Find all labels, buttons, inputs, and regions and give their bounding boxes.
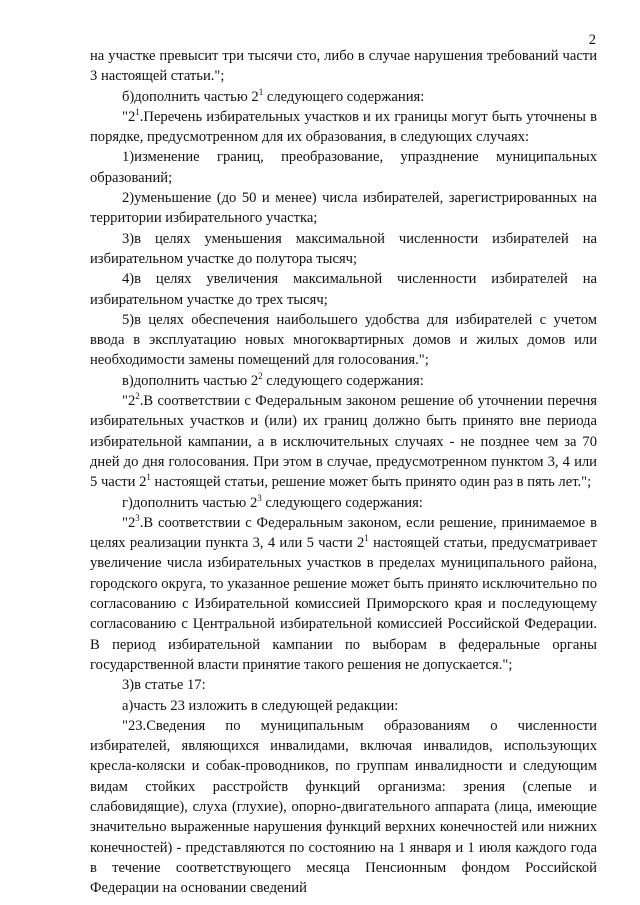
text-run: "2	[122, 514, 136, 531]
paragraph-12	[90, 513, 597, 675]
paragraph-7	[90, 269, 597, 310]
paragraph-8	[90, 310, 597, 371]
text-run: следующего содержания:	[262, 372, 424, 389]
text-run: на участке превысит три тысячи сто, либо в случае нарушения требований части 3 настоящей статьи.";	[90, 48, 597, 85]
paragraph-1	[90, 46, 597, 87]
page-number: 2	[588, 32, 596, 48]
text-run: 1)изменение границ, преобразование, упразднение муниципальных образований;	[90, 149, 597, 186]
document-body	[90, 46, 597, 898]
text-run: г)дополнить частью 2	[122, 494, 258, 511]
text-run: .Перечень избирательных участков и их границы могут быть уточнены в порядке, предусмотренном для их образования, в следующих случаях:	[90, 108, 597, 146]
superscript: 1	[146, 472, 151, 483]
superscript: 1	[364, 533, 369, 544]
paragraph-2	[90, 87, 597, 107]
text-run: следующего содержания:	[263, 88, 425, 105]
text-run: 3)в статье 17:	[122, 677, 206, 694]
superscript: 3	[135, 512, 140, 523]
paragraph-5	[90, 188, 597, 229]
paragraph-9	[90, 371, 597, 391]
superscript: 1	[135, 106, 140, 117]
paragraph-4	[90, 147, 597, 188]
text-run: настоящей статьи, предусматривает увеличение числа избирательных участков в пределах муниципального района, городского округа, то указанное решение может быть принято исключительно по согласованию с Избирательной комиссией Приморского края и последующему согласованию с Центральной избирательной комиссией Российской Федерации. В период избирательной кампании по выборам в федеральные органы государственной власти принятие такого решения не допускается.";	[90, 535, 597, 673]
text-run: .В соответствии с Федеральным законом решение об уточнении перечня избирательных участков и (или) их границ должно быть принято вне периода избирательной кампании, а в исключительных случаях - не позднее чем за 70 дней до дня голосования. При этом в случае, предусмотренном пунктом 3, 4 или 5 части 2	[90, 393, 597, 491]
paragraph-3	[90, 107, 597, 148]
text-run: следующего содержания:	[261, 494, 423, 511]
paragraph-10	[90, 391, 597, 492]
text-run: .В соответствии с Федеральным законом, если решение, принимаемое в целях реализации пункта 3, 4 или 5 части 2	[90, 514, 597, 552]
text-run: настоящей статьи, решение может быть принято один раз в пять лет.";	[150, 474, 592, 491]
paragraph-15	[90, 716, 597, 899]
paragraph-6	[90, 229, 597, 270]
superscript: 3	[257, 492, 262, 503]
text-run: "23.Сведения по муниципальным образованиям о численности избирателей, являющихся инвалидами, включая инвалидов, использующих кресла-коляски и собак-проводников, по группам инвалидности и следующим видам стойких расстройств функций организма: зрения (слепые и слабовидящие), слуха (глухие), опорно-двигательного аппарата (лица, имеющие значительно выраженные нарушения функций верхних конечностей или нижних конечностей) - представляются по состоянию на 1 января и 1 июля каждого года в течение соответствующего месяца Пенсионным фондом Российской Федерации на основании сведений	[90, 717, 597, 897]
superscript: 2	[135, 391, 140, 402]
paragraph-11	[90, 493, 597, 513]
text-run: а)часть 23 изложить в следующей редакции:	[122, 697, 399, 714]
superscript: 1	[258, 86, 264, 97]
superscript: 2	[258, 370, 263, 381]
text-run: "2	[122, 393, 136, 410]
text-run: 2)уменьшение (до 50 и менее) числа избирателей, зарегистрированных на территории избирательного участка;	[90, 190, 597, 227]
paragraph-13	[90, 675, 597, 695]
text-run: б)дополнить частью 2	[122, 88, 259, 105]
text-run: в)дополнить частью 2	[122, 372, 259, 389]
text-run: 5)в целях обеспечения наибольшего удобства для избирателей с учетом ввода в эксплуатацию новых многоквартирных домов и жилых домов или необходимости замены помещений для голосования.";	[90, 311, 597, 369]
text-run: 4)в целях увеличения максимальной численности избирателей на избирательном участке до трех тысяч;	[90, 271, 597, 308]
text-run: "2	[122, 108, 136, 125]
text-run: 3)в целях уменьшения максимальной численности избирателей на избирательном участке до полутора тысяч;	[90, 230, 597, 267]
paragraph-14	[90, 696, 597, 716]
